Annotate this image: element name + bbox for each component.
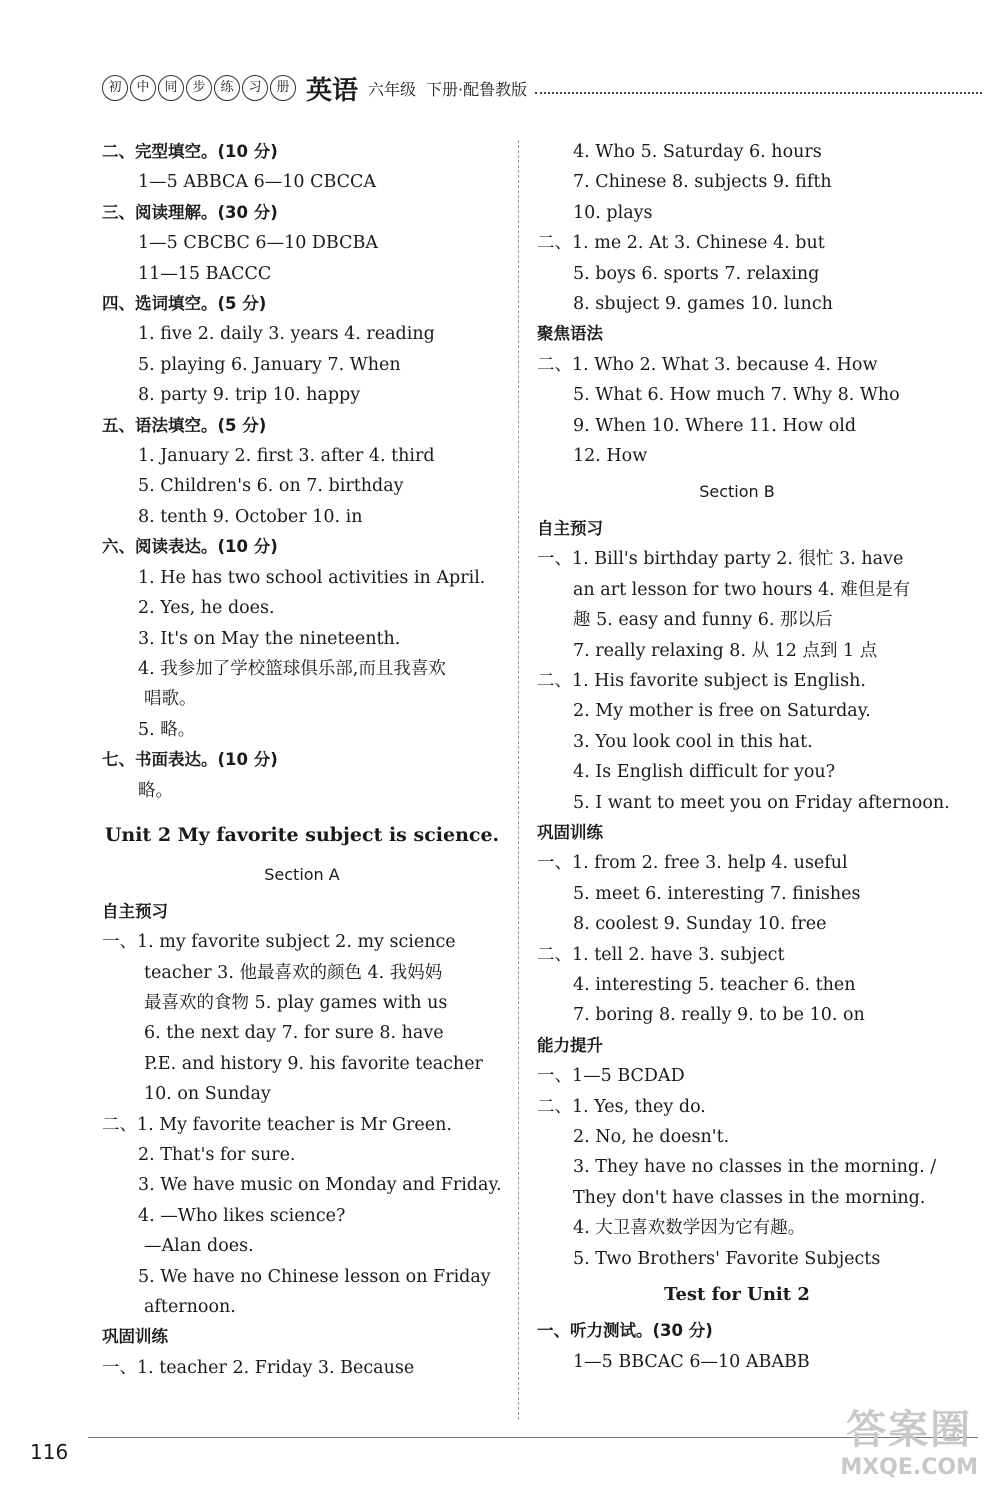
answer-line: They don't have classes in the morning. <box>573 1187 926 1208</box>
answer-line: 一、1. Bill's birthday party 2. 很忙 3. have <box>537 549 904 570</box>
answer-line: 5. I want to meet you on Friday afternoon. <box>573 792 950 813</box>
answer-line: 5. Children's 6. on 7. birthday <box>138 476 404 497</box>
answer-line: 唱歌。 <box>144 689 197 710</box>
answer-line: 1. five 2. daily 3. years 4. reading <box>138 324 435 345</box>
answer-line: 二、1. tell 2. have 3. subject <box>537 944 785 965</box>
series-char: 册 <box>270 75 296 101</box>
answer-line: teacher 3. 他最喜欢的颜色 4. 我妈妈 <box>144 962 443 983</box>
test-title: Test for Unit 2 <box>664 1284 810 1306</box>
answer-line: 5. boys 6. sports 7. relaxing <box>573 263 820 284</box>
section-heading: 聚焦语法 <box>537 324 603 344</box>
answer-line: 8. tenth 9. October 10. in <box>138 506 363 527</box>
answer-line: 4. 我参加了学校篮球俱乐部,而且我喜欢 <box>138 658 446 679</box>
watermark-logo <box>840 1398 978 1480</box>
page-number: 116 <box>30 1440 69 1464</box>
section-heading: 自主预习 <box>102 901 168 921</box>
answer-line: 4. interesting 5. teacher 6. then <box>573 974 856 995</box>
watermark-url: MXQE.COM <box>840 1455 978 1480</box>
series-title <box>102 75 296 101</box>
grade-label: 六年级 <box>368 79 417 99</box>
answer-line: P.E. and history 9. his favorite teacher <box>144 1053 483 1074</box>
answer-line: 5. meet 6. interesting 7. finishes <box>573 883 861 904</box>
answer-line: 二、1. me 2. At 3. Chinese 4. but <box>537 233 825 254</box>
answer-line: 10. plays <box>573 202 653 223</box>
answer-line: 2. My mother is free on Saturday. <box>573 701 871 722</box>
series-char: 中 <box>130 75 156 101</box>
answer-line: 4. 大卫喜欢数学因为它有趣。 <box>573 1218 806 1239</box>
section-heading: 二、完型填空。(10 分) <box>102 142 278 161</box>
answer-line: 7. boring 8. really 9. to be 10. on <box>573 1005 865 1026</box>
volume-label: 下册·配鲁教版 <box>426 79 528 99</box>
answer-line: 3. We have music on Monday and Friday. <box>138 1175 502 1196</box>
answer-line: 一、1—5 BCDAD <box>537 1066 685 1087</box>
answer-line: 8. party 9. trip 10. happy <box>138 385 361 406</box>
answer-line: 5. Two Brothers' Favorite Subjects <box>573 1248 881 1269</box>
watermark-text: 答案圈 <box>846 1407 973 1453</box>
answer-line: 4. Is English difficult for you? <box>573 762 836 783</box>
answer-line: 3. They have no classes in the morning. / <box>573 1157 937 1178</box>
section-heading: 能力提升 <box>537 1035 603 1055</box>
section-heading: 四、选词填空。(5 分) <box>102 294 267 314</box>
unit-title: Unit 2 My favorite subject is science. <box>104 823 500 846</box>
answer-line: 2. Yes, he does. <box>138 598 275 619</box>
section-label: Section A <box>264 865 340 885</box>
series-char: 初 <box>102 75 128 101</box>
column-divider <box>518 140 519 1420</box>
answer-line: 9. When 10. Where 11. How old <box>573 415 857 436</box>
answer-line: 4. —Who likes science? <box>138 1205 346 1226</box>
answer-line: 1—5 ABBCA 6—10 CBCCA <box>138 172 377 193</box>
section-label: Section B <box>699 482 775 502</box>
answer-line: afternoon. <box>144 1297 236 1318</box>
section-heading: 七、书面表达。(10 分) <box>102 750 278 770</box>
answer-line: 2. No, he doesn't. <box>573 1127 730 1147</box>
answer-line: 8. coolest 9. Sunday 10. free <box>573 914 827 935</box>
answer-line: 1—5 CBCBC 6—10 DBCBA <box>138 233 379 254</box>
answer-line: 10. on Sunday <box>144 1084 271 1105</box>
answer-line: 略。 <box>138 780 173 801</box>
answer-line: 3. It's on May the nineteenth. <box>138 628 401 649</box>
answer-line: 7. Chinese 8. subjects 9. fifth <box>573 172 832 193</box>
answer-line: 一、1. my favorite subject 2. my science <box>102 932 456 953</box>
answer-line: 1. He has two school activities in April. <box>138 567 486 588</box>
section-heading: 三、阅读理解。(30 分) <box>102 202 278 222</box>
right-column <box>537 137 950 1377</box>
answer-line: 5. playing 6. January 7. When <box>138 354 401 375</box>
answer-line: 二、1. Yes, they do. <box>537 1096 706 1117</box>
section-heading: 六、阅读表达。(10 分) <box>102 537 278 557</box>
answer-line: —Alan does. <box>144 1236 254 1257</box>
answer-line: 5. What 6. How much 7. Why 8. Who <box>573 385 900 406</box>
answer-line: an art lesson for two hours 4. 难但是有 <box>573 579 911 600</box>
answer-line: 二、1. My favorite teacher is Mr Green. <box>102 1114 452 1135</box>
left-column <box>102 137 502 1383</box>
section-heading: 巩固训练 <box>537 822 603 842</box>
header-dotted-rule <box>535 92 982 94</box>
answer-line: 二、1. His favorite subject is English. <box>537 670 866 691</box>
series-char: 练 <box>214 75 240 101</box>
section-heading: 巩固训练 <box>102 1327 168 1347</box>
answer-line: 12. How <box>573 446 648 467</box>
section-heading: 一、听力测试。(30 分) <box>537 1321 713 1341</box>
answer-line: 11—15 BACCC <box>138 263 272 284</box>
answer-line: 8. sbuject 9. games 10. lunch <box>573 294 833 315</box>
answer-line: 3. You look cool in this hat. <box>573 731 813 752</box>
answer-line: 5. 略。 <box>138 719 196 740</box>
series-char: 同 <box>158 75 184 101</box>
section-heading: 自主预习 <box>537 518 603 538</box>
answer-line: 2. That's for sure. <box>138 1145 296 1165</box>
page-header <box>102 70 982 106</box>
answer-line: 6. the next day 7. for sure 8. have <box>144 1023 444 1044</box>
answer-line: 二、1. Who 2. What 3. because 4. How <box>537 354 878 375</box>
answer-line: 1. January 2. first 3. after 4. third <box>138 446 435 467</box>
answer-line: 一、1. from 2. free 3. help 4. useful <box>537 853 848 874</box>
answer-line: 一、1. teacher 2. Friday 3. Because <box>102 1357 415 1378</box>
answer-line: 趣 5. easy and funny 6. 那以后 <box>573 610 833 631</box>
answer-line: 4. Who 5. Saturday 6. hours <box>573 142 822 162</box>
answer-line: 最喜欢的食物 5. play games with us <box>144 992 448 1013</box>
answer-line: 7. really relaxing 8. 从 12 点到 1 点 <box>573 640 878 661</box>
answer-line: 5. We have no Chinese lesson on Friday <box>138 1266 491 1287</box>
answer-line: 1—5 BBCAC 6—10 ABABB <box>573 1351 810 1372</box>
series-char: 习 <box>242 75 268 101</box>
series-char: 步 <box>186 75 212 101</box>
subject-title: 英语 <box>306 75 359 106</box>
section-heading: 五、语法填空。(5 分) <box>102 415 267 435</box>
